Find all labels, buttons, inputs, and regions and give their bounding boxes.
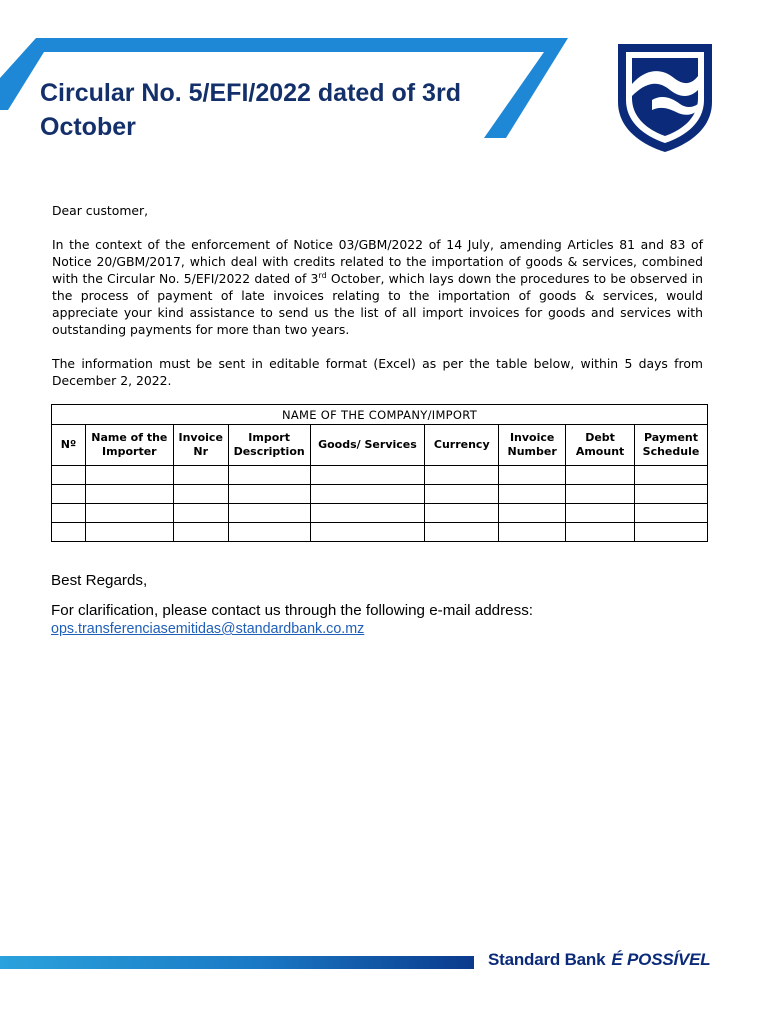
table-cell (499, 523, 566, 542)
table-cell (425, 504, 499, 523)
table-caption: NAME OF THE COMPANY/IMPORT (52, 405, 708, 425)
page-title: Circular No. 5/EFI/2022 dated of 3rd October (40, 79, 461, 141)
column-header-payment-schedule: Payment Schedule (635, 425, 708, 466)
column-header-number: Nº (52, 425, 86, 466)
table-cell (425, 485, 499, 504)
table-cell (85, 523, 173, 542)
paragraph-context-part1: In the context of the enforcement of Notice 03/GBM/2022 of 14 July, amending Articles 81 and 83 of Notice 20/GBM/2017, which deal with credits related to the importation of goods & services, combined with the Circular No. 5/EFI/2022 dated of 3 (52, 237, 703, 286)
letter-body (52, 202, 703, 389)
column-header-import-description: Import Description (228, 425, 310, 466)
paragraph-instructions: The information must be sent in editable format (Excel) as per the table below, within 5 days from December 2, 2022. (52, 356, 703, 388)
table-cell (566, 523, 635, 542)
table-cell (566, 466, 635, 485)
column-header-debt-amount: Debt Amount (566, 425, 635, 466)
superscript-ordinal: rd (318, 271, 327, 280)
table-cell (85, 504, 173, 523)
table-row (52, 504, 708, 523)
table-cell (425, 523, 499, 542)
footer-gradient-bar (0, 956, 474, 969)
best-regards: Best Regards, (51, 572, 148, 589)
table-cell (635, 504, 708, 523)
column-header-importer: Name of the Importer (85, 425, 173, 466)
table-cell (173, 485, 228, 504)
table-cell (52, 485, 86, 504)
table-cell (52, 504, 86, 523)
table-cell (228, 504, 310, 523)
footer-tagline: É POSSÍVEL (611, 950, 711, 969)
table-cell (85, 466, 173, 485)
table-cell (173, 466, 228, 485)
paragraph-context-part2: October, which lays down the procedures to be observed in the process of payment of late invoices relating to the importation of goods & services, would appreciate your kind assistance to send us the list of all import invoices for goods and services with outstanding payments for more than two years. (52, 271, 703, 337)
table-cell (310, 466, 425, 485)
column-header-invoice-number: Invoice Number (499, 425, 566, 466)
table-cell (228, 523, 310, 542)
table-cell (228, 485, 310, 504)
table-cell (635, 485, 708, 504)
column-header-invoice-nr: Invoice Nr (173, 425, 228, 466)
table-cell (310, 523, 425, 542)
standard-bank-logo-icon (612, 38, 718, 154)
invoice-table (51, 404, 708, 542)
table-row (52, 523, 708, 542)
column-header-goods-services: Goods/ Services (310, 425, 425, 466)
footer-brand (488, 950, 710, 970)
table-cell (566, 485, 635, 504)
contact-text: For clarification, please contact us through the following e-mail address: (51, 602, 534, 619)
table-header-row (52, 425, 708, 466)
table-cell (310, 504, 425, 523)
table-cell (173, 504, 228, 523)
table-row (52, 466, 708, 485)
table-cell (499, 504, 566, 523)
footer-brand-name: Standard Bank (488, 950, 606, 969)
email-link[interactable]: ops.transferenciasemitidas@standardbank.co.mz (51, 621, 365, 637)
table-cell (173, 523, 228, 542)
salutation: Dear customer, (52, 203, 149, 218)
table-cell (499, 466, 566, 485)
table-cell (85, 485, 173, 504)
table-cell (310, 485, 425, 504)
table-row (52, 485, 708, 504)
table-cell (425, 466, 499, 485)
table-cell (52, 466, 86, 485)
table-cell (499, 485, 566, 504)
table-cell (635, 523, 708, 542)
table-cell (566, 504, 635, 523)
closing-section (51, 572, 711, 638)
paragraph-context (52, 236, 703, 338)
table-cell (52, 523, 86, 542)
table-cell (635, 466, 708, 485)
column-header-currency: Currency (425, 425, 499, 466)
table-cell (228, 466, 310, 485)
